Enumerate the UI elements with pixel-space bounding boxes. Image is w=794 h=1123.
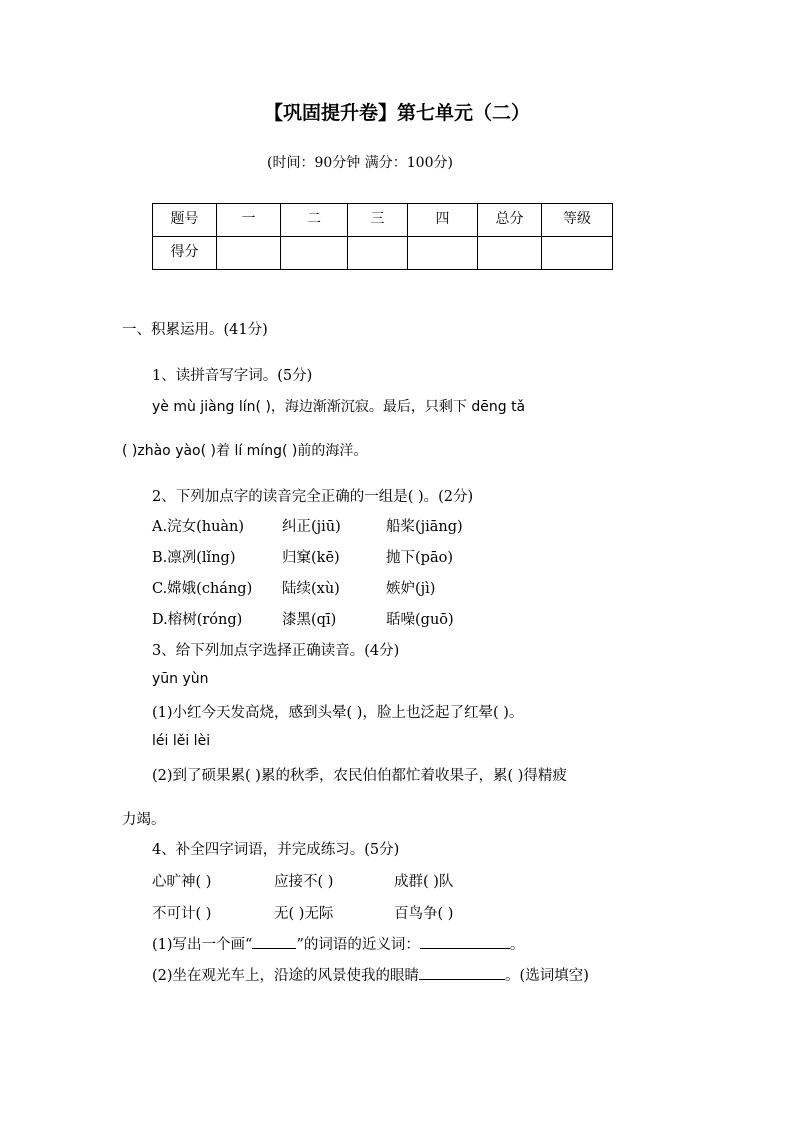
option-a: A.浣女(huàn) <box>152 519 245 535</box>
question-4-item-2 <box>152 964 589 985</box>
idiom-3: 成群( )队 <box>394 874 454 890</box>
underline-blank[interactable] <box>252 934 296 949</box>
table-header-cell: 二 <box>281 204 348 237</box>
score-cell[interactable] <box>281 237 348 270</box>
score-cell[interactable] <box>408 237 478 270</box>
score-table-header-row <box>153 204 613 237</box>
idiom-5: 无( )无际 <box>274 906 334 922</box>
table-header-cell: 等级 <box>542 204 613 237</box>
table-row-label: 得分 <box>153 237 217 270</box>
pinyin-options-2: léi lěi lèi <box>152 733 211 749</box>
idiom-2: 应接不( ) <box>274 874 334 890</box>
idiom-4: 不可计( ) <box>152 906 212 922</box>
question-4-prompt: 4、补全四字词语，并完成练习。(5分) <box>152 842 400 858</box>
option-c-word-2: 陆续(xù) <box>282 581 340 597</box>
answer-blank[interactable] <box>419 965 505 980</box>
score-table <box>152 203 613 270</box>
table-header-cell: 三 <box>348 204 408 237</box>
question-3-item-2: (2)到了硕果累( )累的秋季，农民伯伯都忙着收果子，累( )得精疲 <box>152 768 567 784</box>
option-d-word-2: 漆黑(qī) <box>282 612 337 628</box>
question-4-item-1 <box>152 933 524 954</box>
option-a-word-3: 船桨(jiāng) <box>386 519 463 535</box>
answer-blank[interactable] <box>420 934 510 949</box>
section-heading: 一、积累运用。(41分) <box>122 322 268 338</box>
question-1-prompt: 1、读拼音写字词。(5分) <box>152 368 313 384</box>
question-4-item-1-text-c: 。 <box>509 937 525 953</box>
option-d-word-3: 聒噪(guō) <box>386 612 454 628</box>
score-cell[interactable] <box>478 237 542 270</box>
question-3-item-2-continued: 力竭。 <box>122 812 166 828</box>
option-c: C.嫦娥(cháng) <box>152 581 253 597</box>
question-4-item-1-text-a: (1)写出一个画“ <box>152 937 253 953</box>
question-3-item-1: (1)小红今天发高烧，感到头晕( )，脸上也泛起了红晕( )。 <box>152 705 524 721</box>
idiom-1: 心旷神( ) <box>152 874 212 890</box>
score-cell[interactable] <box>348 237 408 270</box>
exam-info: (时间：90分钟 满分：100分) <box>267 155 453 171</box>
score-cell[interactable] <box>542 237 613 270</box>
question-1-line-2: ( )zhào yào( )着 lí míng( )前的海洋。 <box>122 443 368 459</box>
page-title: 【巩固提升卷】第七单元（二） <box>263 102 530 124</box>
table-header-cell: 一 <box>217 204 281 237</box>
option-c-word-3: 嫉妒(jì) <box>386 581 436 597</box>
score-table-score-row <box>153 237 613 270</box>
question-4-item-2-text-a: (2)坐在观光车上，沿途的风景使我的眼睛 <box>152 968 420 984</box>
pinyin-options-1: yūn yùn <box>152 671 209 687</box>
option-a-word-2: 纠正(jiū) <box>282 519 341 535</box>
option-b-word-2: 归窠(kē) <box>282 550 340 566</box>
table-header-cell: 总分 <box>478 204 542 237</box>
idiom-6: 百鸟争( ) <box>394 906 454 922</box>
option-b-word-3: 抛下(pāo) <box>386 550 453 566</box>
table-header-cell: 四 <box>408 204 478 237</box>
option-b: B.凛冽(lǐng) <box>152 550 236 566</box>
table-header-cell: 题号 <box>153 204 217 237</box>
question-2-prompt: 2、下列加点字的读音完全正确的一组是( )。(2分) <box>152 489 474 505</box>
option-d: D.榕树(róng) <box>152 612 243 628</box>
question-1-line-1: yè mù jiàng lín( )，海边渐渐沉寂。最后，只剩下 dēng tǎ <box>152 399 526 415</box>
question-4-item-2-text-b: 。(选词填空) <box>505 968 589 984</box>
question-4-item-1-text-b: ”的词语的近义词： <box>296 937 420 953</box>
score-cell[interactable] <box>217 237 281 270</box>
question-3-prompt: 3、给下列加点字选择正确读音。(4分) <box>152 643 400 659</box>
